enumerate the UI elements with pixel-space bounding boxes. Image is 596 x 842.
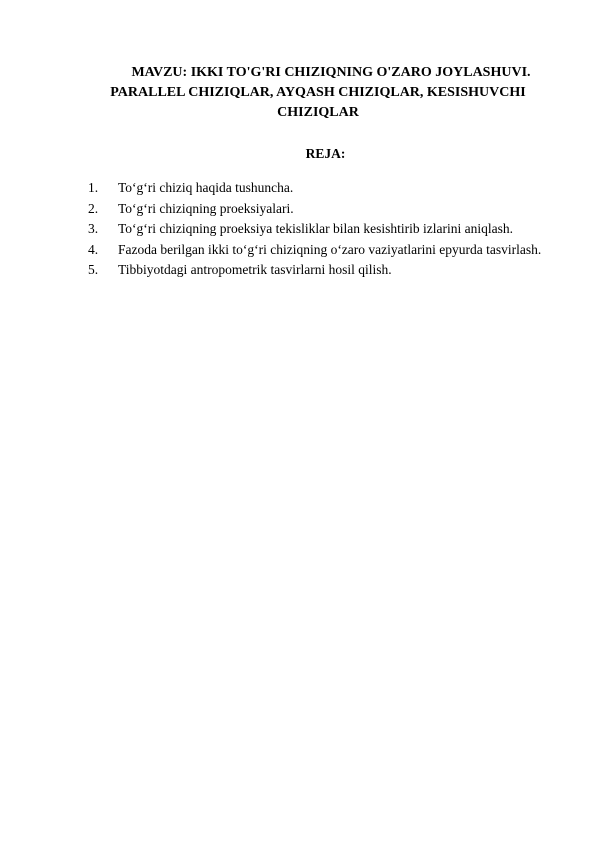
plan-item-number: 5. [88, 262, 99, 277]
plan-item [88, 199, 558, 220]
plan-item [88, 240, 558, 261]
title-line-2: PARALLEL CHIZIQLAR, AYQASH CHIZIQLAR, KESISHUVCHI [110, 85, 526, 100]
title-line-3: CHIZIQLAR [277, 105, 359, 120]
plan-item [88, 178, 558, 199]
plan-item-number: 4. [88, 241, 99, 257]
plan-item-number: 2. [88, 200, 99, 216]
plan-item-text: Tibbiyotdagi antropometrik tasvirlarni hosil qilish. [118, 262, 392, 277]
plan-item-text: To‘g‘ri chiziqning proeksiyalari. [118, 200, 294, 216]
plan-item-text: To‘g‘ri chiziq haqida tushuncha. [118, 180, 294, 195]
plan-heading: REJA: [305, 146, 346, 161]
plan-list [88, 178, 558, 281]
plan-item-number: 1. [88, 180, 99, 195]
title-line-1: MAVZU: IKKI TO'G'RI CHIZIQNING O'ZARO JOYLASHUVI. [131, 65, 531, 80]
document-title [88, 63, 548, 123]
plan-item [88, 219, 558, 240]
plan-item-text: To‘g‘ri chiziqning proeksiya tekisliklar bilan kesishtirib izlarini aniqlash. [118, 221, 513, 236]
plan-item-number: 3. [88, 221, 99, 236]
plan-item [88, 260, 558, 281]
plan-item-text: Fazoda berilgan ikki to‘g‘ri chiziqning o‘zaro vaziyatlarini epyurda tasvirlash. [118, 241, 542, 257]
